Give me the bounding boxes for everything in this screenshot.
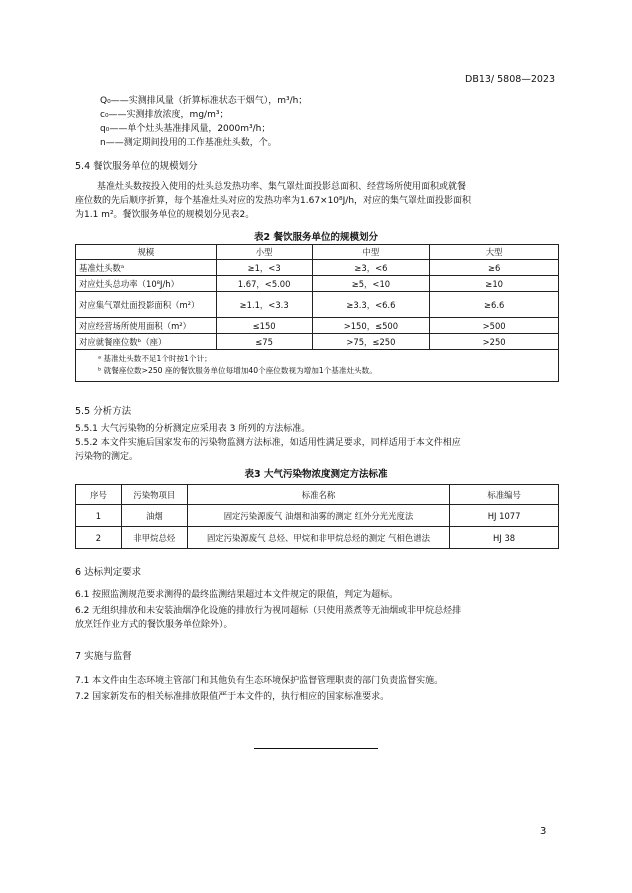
- table-cell: ≥1，<3: [216, 260, 312, 276]
- page-number: 3: [540, 826, 547, 837]
- section-5-5-2-line2: 污染物的测定。: [75, 452, 139, 462]
- table2-caption: 表2 餐饮服务单位的规模划分: [254, 232, 378, 243]
- table3: [75, 484, 559, 549]
- table-cell: 对应集气罩灶面投影面积（m²）: [76, 292, 217, 318]
- section-6-1: 6.1 按照监测规范要求测得的最终监测结果超过本文件规定的限值，判定为超标。: [75, 590, 399, 600]
- table-cell: 油烟: [121, 505, 187, 527]
- table-cell: 对应经营场所使用面积（m²）: [76, 318, 217, 334]
- table-cell: ≥1.1，<3.3: [216, 292, 312, 318]
- table-cell: ≤150: [216, 318, 312, 334]
- table2-header-medium: 中型: [312, 245, 430, 260]
- table-row: [76, 276, 559, 292]
- table-cell: >75，≤250: [312, 334, 430, 350]
- table-cell: ≥10: [430, 276, 559, 292]
- section-7-2: 7.2 国家新发布的相关标准排放限值严于本文件的，执行相应的国家标准要求。: [75, 692, 390, 702]
- table-cell: ≥3.3，<6.6: [312, 292, 430, 318]
- table-cell: 固定污染源废气 油烟和油雾的测定 红外分光光度法: [187, 505, 449, 527]
- table2: [75, 244, 559, 382]
- table-cell: 1: [76, 505, 122, 527]
- table-cell: 非甲烷总烃: [121, 527, 187, 549]
- table2-note-a: ᵃ 基准灶头数不足1个时按1个计；: [98, 354, 212, 363]
- table-cell: 固定污染源废气 总烃、甲烷和非甲烷总烃的测定 气相色谱法: [187, 527, 449, 549]
- table2-header-scale: 规模: [76, 245, 217, 260]
- section-7-1: 7.1 本文件由生态环境主管部门和其他负有生态环境保护监督管理职责的部门负责监督实施。: [75, 676, 444, 686]
- table-cell: ≥5，<10: [312, 276, 430, 292]
- table-cell: 1.67，<5.00: [216, 276, 312, 292]
- section-6-heading: 6 达标判定要求: [75, 567, 142, 578]
- table2-header-large: 大型: [430, 245, 559, 260]
- table3-header-standard-code: 标准编号: [450, 485, 559, 505]
- definition-n: n——测定期间投用的工作基准灶头数，个。: [100, 138, 277, 148]
- table-cell: ≤75: [216, 334, 312, 350]
- table-cell: 基准灶头数ᵃ: [76, 260, 217, 276]
- section-6-2-line2: 放烹饪作业方式的餐饮服务单位除外）。: [75, 620, 233, 630]
- table-row: [76, 318, 559, 334]
- document-code: DB13/ 5808—2023: [465, 74, 555, 85]
- table-row: [76, 334, 559, 350]
- section-7-heading: 7 实施与监督: [75, 651, 132, 662]
- section-5-4-heading: 5.4 餐饮服务单位的规模划分: [75, 161, 198, 172]
- table-cell: 对应就餐座位数ᵇ（座）: [76, 334, 217, 350]
- table-cell: ≥6: [430, 260, 559, 276]
- table-cell: HJ 1077: [450, 505, 559, 527]
- table-cell: ≥3，<6: [312, 260, 430, 276]
- table-row: [76, 505, 559, 527]
- table3-caption: 表3 大气污染物浓度测定方法标准: [244, 469, 388, 480]
- table2-note-b: ᵇ 就餐座位数>250 座的餐饮服务单位每增加40个座位数视为增加1个基准灶头数。: [98, 366, 377, 375]
- definition-q-single: q₀——单个灶头基准排风量，2000m³/h；: [100, 124, 271, 134]
- table-cell: ≥6.6: [430, 292, 559, 318]
- section-5-5-2-line1: 5.5.2 本文件实施后国家发布的污染物监测方法标准，如适用性满足要求，同样适用于本文件相应: [75, 438, 461, 448]
- table-cell: >250: [430, 334, 559, 350]
- table3-header-row: [76, 485, 559, 505]
- table-cell: >150，≤500: [312, 318, 430, 334]
- section-5-5-1: 5.5.1 大气污染物的分析测定应采用表 3 所列的方法标准。: [75, 424, 311, 434]
- table2-notes: [76, 350, 559, 382]
- section-5-5-heading: 5.5 分析方法: [75, 406, 132, 417]
- table2-notes-row: [76, 350, 559, 382]
- table-cell: >500: [430, 318, 559, 334]
- table-cell: HJ 38: [450, 527, 559, 549]
- table-row: [76, 292, 559, 318]
- table3-header-standard-name: 标准名称: [187, 485, 449, 505]
- section-5-4-para-line1: 基准灶头数按投入使用的灶头总发热功率、集气罩灶面投影总面积、经营场所使用面积或就餐: [97, 182, 467, 192]
- table2-header-small: 小型: [216, 245, 312, 260]
- table3-header-no: 序号: [76, 485, 122, 505]
- section-5-4-para-line3: 为1.1 m²。餐饮服务单位的规模划分见表2。: [75, 210, 255, 220]
- table-cell: 对应灶头总功率（10⁸J/h）: [76, 276, 217, 292]
- table-cell: 2: [76, 527, 122, 549]
- definition-c0: c₀——实测排放浓度，mg/m³；: [100, 110, 229, 120]
- table-row: [76, 260, 559, 276]
- definition-q0: Q₀——实测排风量（折算标准状态干烟气），m³/h；: [100, 96, 308, 106]
- end-rule: [254, 748, 378, 749]
- section-5-4-para-line2: 座位数的先后顺序折算，每个基准灶头对应的发热功率为1.67×10⁸J/h，对应的集气罩灶面投影面积: [75, 196, 472, 206]
- table3-header-pollutant: 污染物项目: [121, 485, 187, 505]
- section-6-2-line1: 6.2 无组织排放和未安装油烟净化设施的排放行为视同超标（只使用蒸煮等无油烟或非甲烷总烃排: [75, 606, 462, 616]
- table-row: [76, 527, 559, 549]
- table2-header-row: [76, 245, 559, 260]
